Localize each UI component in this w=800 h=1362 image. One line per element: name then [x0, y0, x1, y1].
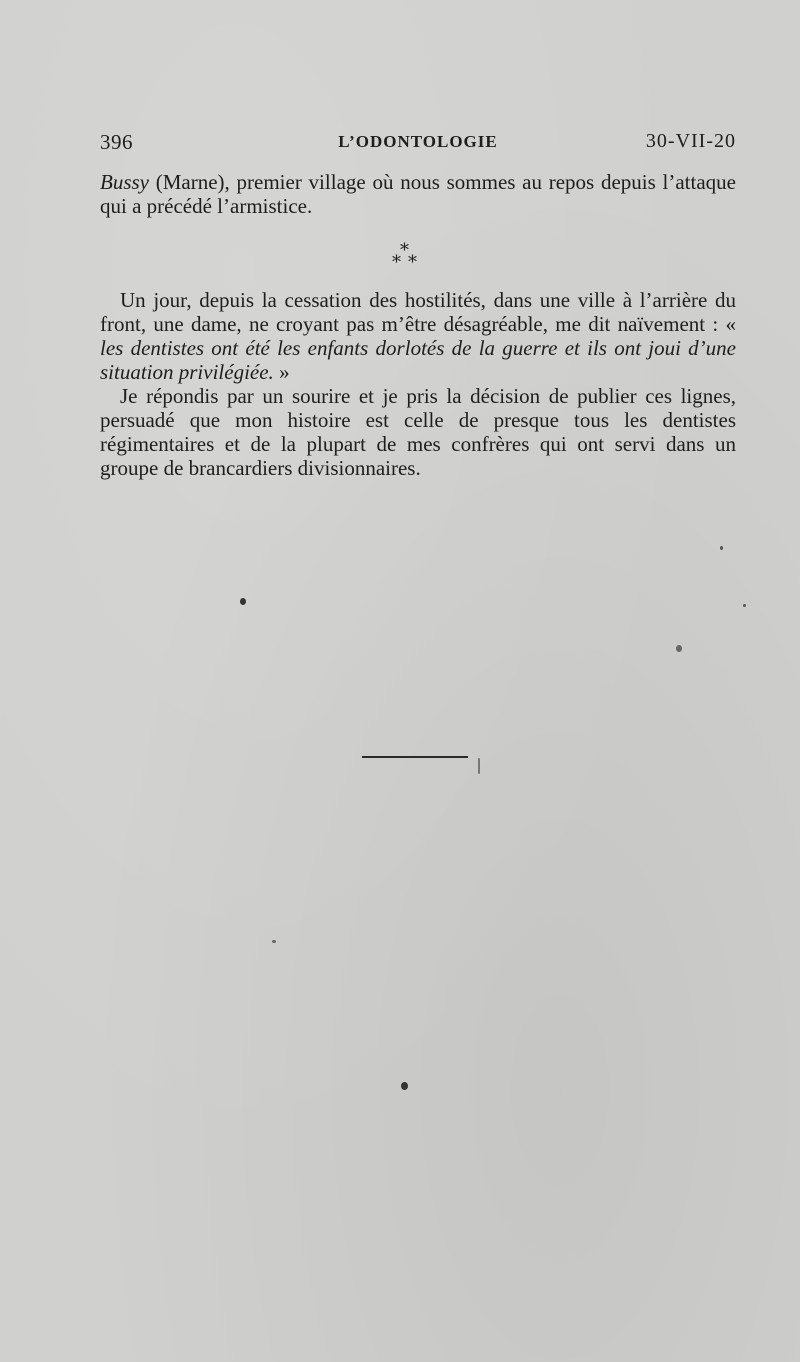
asterism-separator [390, 240, 430, 273]
paper-speck [272, 940, 276, 943]
asterism-star-right: * [408, 252, 417, 273]
paper-speck [240, 598, 246, 605]
paragraph-1 [100, 170, 736, 218]
paper-speck [743, 604, 746, 607]
issue-date: 30-VII-20 [645, 130, 736, 152]
paper-speck [401, 1082, 408, 1090]
paper-speck [478, 758, 480, 774]
running-title: L’ODONTOLOGIE [338, 132, 498, 151]
asterism-star-left: * [392, 252, 401, 273]
quoted-remark: les dentistes ont été les enfants dorlotés de la guerre et ils ont joui d’une situation privilégiée. [100, 336, 736, 384]
paper-speck [720, 546, 723, 550]
closing-quote: » [273, 360, 290, 384]
paragraph-2-text: Un jour, depuis la cessation des hostilités, dans une ville à l’arrière du front, une dame, ne croyant pas m’être désagréable, me dit naïvement : « [100, 288, 736, 336]
paper-speck [676, 645, 682, 652]
asterism-star-top: * [400, 240, 409, 261]
paragraph-3: Je répondis par un sourire et je pris la décision de publier ces lignes, persuadé que mon histoire est celle de presque tous les dentistes régimentaires et de la plupart de mes confrères qui ont servi dans un groupe de brancardiers divisionnaires. [100, 384, 736, 480]
place-name: Bussy [100, 170, 149, 194]
end-rule [362, 756, 468, 758]
paragraph-2 [100, 288, 736, 384]
paragraph-1-text: (Marne), premier village où nous sommes au repos depuis l’attaque qui a précédé l’armistice. [100, 170, 736, 218]
page-number: 396 [100, 130, 133, 154]
page-header [100, 130, 736, 160]
